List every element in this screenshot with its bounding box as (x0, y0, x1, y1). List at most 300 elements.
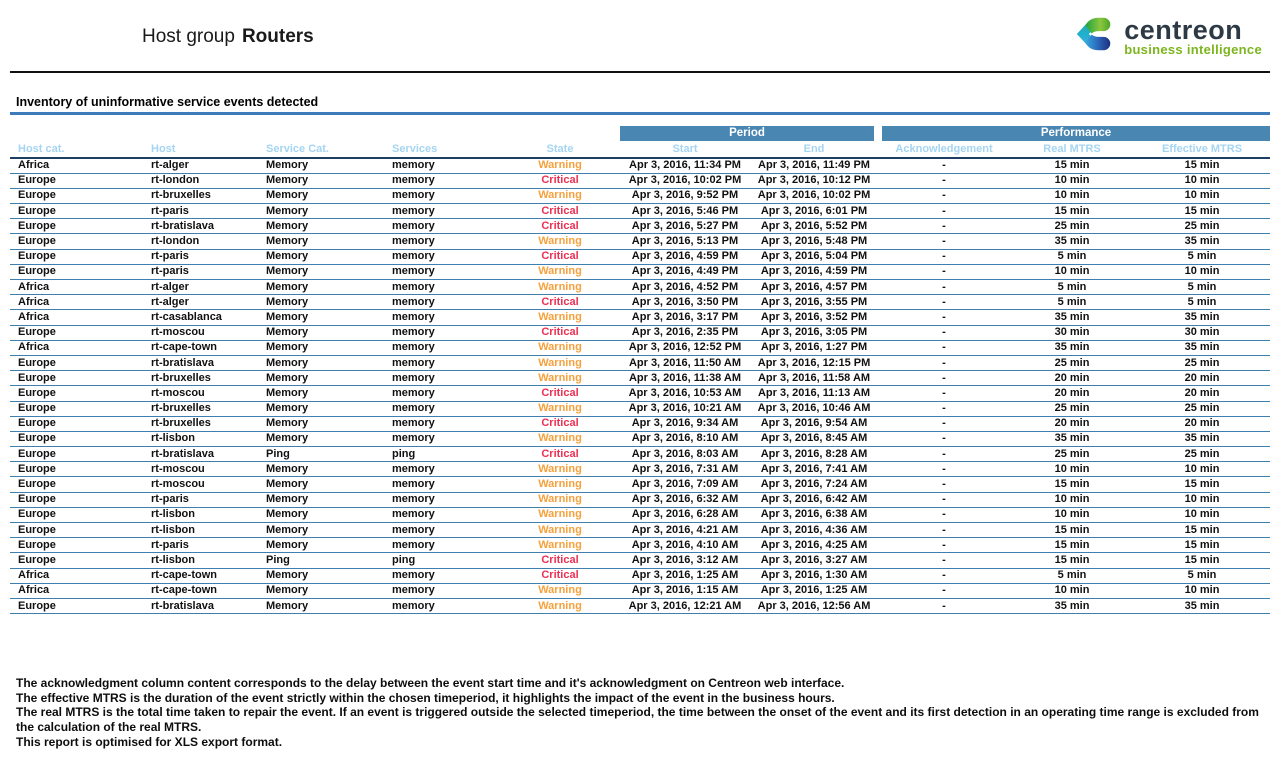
cell-acknowledgement: - (878, 340, 1010, 355)
cell-end: Apr 3, 2016, 4:36 AM (750, 523, 878, 538)
cell-state: Warning (500, 264, 620, 279)
cell-acknowledgement: - (878, 538, 1010, 553)
cell-service-cat: Memory (258, 492, 384, 507)
cell-start: Apr 3, 2016, 4:52 PM (620, 280, 750, 295)
cell-service-cat: Memory (258, 583, 384, 598)
cell-effective-mtrs: 35 min (1134, 598, 1270, 613)
cell-service: memory (384, 355, 500, 370)
cell-real-mtrs: 10 min (1010, 173, 1134, 188)
cell-end: Apr 3, 2016, 10:02 PM (750, 188, 878, 203)
note-acknowledgment: The acknowledgment column content corresponds to the delay between the event start time and it's acknowledgment on Centreon web interface. (16, 676, 845, 690)
group-header-performance: Performance (878, 126, 1270, 141)
cell-state: Warning (500, 431, 620, 446)
cell-real-mtrs: 35 min (1010, 310, 1134, 325)
section-title-underline (10, 112, 1270, 115)
cell-host-cat: Africa (10, 340, 143, 355)
centreon-brand-name: centreon (1124, 14, 1243, 45)
cell-host-cat: Europe (10, 173, 143, 188)
cell-state: Critical (500, 173, 620, 188)
cell-service: memory (384, 173, 500, 188)
cell-service-cat: Memory (258, 538, 384, 553)
group-header-period: Period (620, 126, 878, 141)
cell-effective-mtrs: 20 min (1134, 371, 1270, 386)
cell-service-cat: Memory (258, 416, 384, 431)
cell-real-mtrs: 20 min (1010, 416, 1134, 431)
cell-real-mtrs: 15 min (1010, 477, 1134, 492)
cell-effective-mtrs: 25 min (1134, 401, 1270, 416)
cell-service: memory (384, 523, 500, 538)
cell-acknowledgement: - (878, 568, 1010, 583)
cell-real-mtrs: 10 min (1010, 264, 1134, 279)
cell-host: rt-lisbon (143, 507, 258, 522)
cell-service: memory (384, 325, 500, 340)
cell-state: Warning (500, 492, 620, 507)
cell-state: Warning (500, 280, 620, 295)
cell-host-cat: Europe (10, 507, 143, 522)
cell-service-cat: Ping (258, 447, 384, 462)
table-row (10, 355, 1270, 370)
cell-end: Apr 3, 2016, 8:45 AM (750, 431, 878, 446)
col-header-service-cat: Service Cat. (258, 141, 384, 158)
cell-host: rt-bratislava (143, 355, 258, 370)
col-header-acknowledgement: Acknowledgement (878, 141, 1010, 158)
cell-service: memory (384, 416, 500, 431)
cell-host: rt-moscou (143, 462, 258, 477)
cell-real-mtrs: 25 min (1010, 447, 1134, 462)
cell-end: Apr 3, 2016, 9:54 AM (750, 416, 878, 431)
cell-host: rt-london (143, 234, 258, 249)
table-row (10, 386, 1270, 401)
cell-host: rt-bruxelles (143, 401, 258, 416)
cell-host: rt-cape-town (143, 568, 258, 583)
cell-real-mtrs: 30 min (1010, 325, 1134, 340)
cell-host: rt-paris (143, 264, 258, 279)
cell-end: Apr 3, 2016, 4:59 PM (750, 264, 878, 279)
col-header-host: Host (143, 141, 258, 158)
cell-state: Warning (500, 477, 620, 492)
cell-effective-mtrs: 20 min (1134, 386, 1270, 401)
cell-host-cat: Europe (10, 431, 143, 446)
cell-real-mtrs: 15 min (1010, 523, 1134, 538)
cell-effective-mtrs: 10 min (1134, 462, 1270, 477)
cell-service: memory (384, 477, 500, 492)
cell-state: Warning (500, 158, 620, 173)
cell-state: Critical (500, 447, 620, 462)
cell-effective-mtrs: 15 min (1134, 538, 1270, 553)
cell-effective-mtrs: 25 min (1134, 355, 1270, 370)
cell-start: Apr 3, 2016, 7:09 AM (620, 477, 750, 492)
cell-effective-mtrs: 25 min (1134, 219, 1270, 234)
cell-real-mtrs: 10 min (1010, 462, 1134, 477)
cell-service-cat: Memory (258, 310, 384, 325)
cell-end: Apr 3, 2016, 3:55 PM (750, 295, 878, 310)
cell-end: Apr 3, 2016, 8:28 AM (750, 447, 878, 462)
cell-host: rt-london (143, 173, 258, 188)
table-row (10, 553, 1270, 568)
cell-end: Apr 3, 2016, 10:12 PM (750, 173, 878, 188)
cell-host: rt-paris (143, 204, 258, 219)
cell-service: memory (384, 188, 500, 203)
cell-state: Warning (500, 234, 620, 249)
cell-service-cat: Memory (258, 158, 384, 173)
cell-start: Apr 3, 2016, 3:12 AM (620, 553, 750, 568)
cell-effective-mtrs: 15 min (1134, 477, 1270, 492)
cell-state: Warning (500, 188, 620, 203)
cell-effective-mtrs: 10 min (1134, 507, 1270, 522)
cell-start: Apr 3, 2016, 5:13 PM (620, 234, 750, 249)
cell-acknowledgement: - (878, 447, 1010, 462)
cell-acknowledgement: - (878, 219, 1010, 234)
cell-start: Apr 3, 2016, 10:21 AM (620, 401, 750, 416)
cell-acknowledgement: - (878, 310, 1010, 325)
cell-state: Warning (500, 310, 620, 325)
note-xls-export: This report is optimised for XLS export format. (16, 734, 283, 749)
cell-start: Apr 3, 2016, 4:49 PM (620, 264, 750, 279)
cell-service: memory (384, 492, 500, 507)
cell-state: Critical (500, 568, 620, 583)
cell-service: memory (384, 219, 500, 234)
cell-effective-mtrs: 10 min (1134, 188, 1270, 203)
cell-state: Critical (500, 416, 620, 431)
cell-host-cat: Europe (10, 355, 143, 370)
cell-effective-mtrs: 10 min (1134, 264, 1270, 279)
cell-start: Apr 3, 2016, 9:34 AM (620, 416, 750, 431)
cell-effective-mtrs: 20 min (1134, 416, 1270, 431)
cell-service: memory (384, 264, 500, 279)
cell-acknowledgement: - (878, 249, 1010, 264)
cell-state: Critical (500, 325, 620, 340)
cell-host-cat: Europe (10, 325, 143, 340)
cell-real-mtrs: 35 min (1010, 598, 1134, 613)
cell-state: Warning (500, 401, 620, 416)
cell-host-cat: Africa (10, 310, 143, 325)
cell-start: Apr 3, 2016, 11:38 AM (620, 371, 750, 386)
cell-service-cat: Memory (258, 219, 384, 234)
note-real-mtrs: The real MTRS is the total time taken to repair the event. If an event is triggered outside the selected timeperiod, the time between the onset of the event and its first detection in an operating time range is excluded from the calculation of the real MTRS. (16, 705, 1259, 735)
cell-real-mtrs: 35 min (1010, 340, 1134, 355)
cell-end: Apr 3, 2016, 4:25 AM (750, 538, 878, 553)
cell-effective-mtrs: 35 min (1134, 340, 1270, 355)
cell-end: Apr 3, 2016, 1:27 PM (750, 340, 878, 355)
cell-acknowledgement: - (878, 234, 1010, 249)
cell-real-mtrs: 10 min (1010, 583, 1134, 598)
cell-state: Critical (500, 295, 620, 310)
cell-real-mtrs: 20 min (1010, 371, 1134, 386)
cell-acknowledgement: - (878, 264, 1010, 279)
cell-host-cat: Europe (10, 523, 143, 538)
cell-real-mtrs: 25 min (1010, 355, 1134, 370)
cell-start: Apr 3, 2016, 6:32 AM (620, 492, 750, 507)
table-row (10, 234, 1270, 249)
cell-service: memory (384, 568, 500, 583)
cell-end: Apr 3, 2016, 1:30 AM (750, 568, 878, 583)
cell-host: rt-bruxelles (143, 416, 258, 431)
page-title-hostgroup: Routers (241, 26, 314, 47)
col-header-host-cat: Host cat. (10, 141, 143, 158)
cell-service-cat: Memory (258, 249, 384, 264)
centreon-logo-text (1124, 14, 1262, 57)
cell-acknowledgement: - (878, 371, 1010, 386)
cell-start: Apr 3, 2016, 9:52 PM (620, 188, 750, 203)
table-row (10, 173, 1270, 188)
cell-service-cat: Memory (258, 188, 384, 203)
cell-state: Warning (500, 583, 620, 598)
cell-acknowledgement: - (878, 401, 1010, 416)
cell-state: Critical (500, 204, 620, 219)
cell-start: Apr 3, 2016, 1:25 AM (620, 568, 750, 583)
cell-end: Apr 3, 2016, 11:49 PM (750, 158, 878, 173)
cell-service-cat: Memory (258, 325, 384, 340)
table-row (10, 507, 1270, 522)
table-row (10, 158, 1270, 173)
cell-start: Apr 3, 2016, 6:28 AM (620, 507, 750, 522)
table-row (10, 492, 1270, 507)
cell-end: Apr 3, 2016, 5:52 PM (750, 219, 878, 234)
cell-host-cat: Europe (10, 219, 143, 234)
cell-end: Apr 3, 2016, 11:13 AM (750, 386, 878, 401)
table-row (10, 249, 1270, 264)
cell-effective-mtrs: 30 min (1134, 325, 1270, 340)
cell-state: Critical (500, 386, 620, 401)
cell-real-mtrs: 35 min (1010, 431, 1134, 446)
cell-host: rt-paris (143, 538, 258, 553)
cell-host-cat: Europe (10, 249, 143, 264)
cell-host: rt-moscou (143, 325, 258, 340)
table-row (10, 416, 1270, 431)
cell-real-mtrs: 5 min (1010, 280, 1134, 295)
table-row (10, 295, 1270, 310)
cell-real-mtrs: 10 min (1010, 188, 1134, 203)
cell-host-cat: Europe (10, 188, 143, 203)
cell-host-cat: Europe (10, 553, 143, 568)
table-row (10, 310, 1270, 325)
cell-start: Apr 3, 2016, 7:31 AM (620, 462, 750, 477)
table-row (10, 219, 1270, 234)
cell-host: rt-paris (143, 249, 258, 264)
cell-host-cat: Europe (10, 234, 143, 249)
cell-end: Apr 3, 2016, 6:42 AM (750, 492, 878, 507)
cell-host-cat: Africa (10, 583, 143, 598)
cell-effective-mtrs: 10 min (1134, 492, 1270, 507)
cell-start: Apr 3, 2016, 1:15 AM (620, 583, 750, 598)
table-row (10, 598, 1270, 613)
cell-start: Apr 3, 2016, 10:53 AM (620, 386, 750, 401)
cell-end: Apr 3, 2016, 3:27 AM (750, 553, 878, 568)
cell-service: memory (384, 598, 500, 613)
col-header-real-mtrs: Real MTRS (1010, 141, 1134, 158)
cell-end: Apr 3, 2016, 1:25 AM (750, 583, 878, 598)
cell-host: rt-bratislava (143, 598, 258, 613)
cell-service: memory (384, 295, 500, 310)
cell-service-cat: Memory (258, 431, 384, 446)
cell-start: Apr 3, 2016, 2:35 PM (620, 325, 750, 340)
cell-service: ping (384, 553, 500, 568)
cell-effective-mtrs: 35 min (1134, 310, 1270, 325)
cell-service-cat: Memory (258, 355, 384, 370)
cell-service: memory (384, 280, 500, 295)
cell-end: Apr 3, 2016, 3:52 PM (750, 310, 878, 325)
cell-service-cat: Memory (258, 280, 384, 295)
section-title: Inventory of uninformative service events detected (16, 95, 319, 109)
cell-effective-mtrs: 10 min (1134, 173, 1270, 188)
cell-effective-mtrs: 5 min (1134, 249, 1270, 264)
cell-end: Apr 3, 2016, 11:58 AM (750, 371, 878, 386)
cell-end: Apr 3, 2016, 10:46 AM (750, 401, 878, 416)
col-header-effective-mtrs: Effective MTRS (1134, 141, 1270, 158)
table-row (10, 188, 1270, 203)
table-row (10, 401, 1270, 416)
cell-state: Warning (500, 523, 620, 538)
table-row (10, 431, 1270, 446)
cell-service-cat: Memory (258, 264, 384, 279)
col-header-state: State (500, 141, 620, 158)
cell-host-cat: Europe (10, 538, 143, 553)
table-row (10, 204, 1270, 219)
cell-host-cat: Europe (10, 447, 143, 462)
cell-service: memory (384, 431, 500, 446)
cell-end: Apr 3, 2016, 3:05 PM (750, 325, 878, 340)
cell-service-cat: Memory (258, 598, 384, 613)
cell-start: Apr 3, 2016, 5:46 PM (620, 204, 750, 219)
note-effective-mtrs: The effective MTRS is the duration of the event strictly within the chosen timeperiod, it highlights the impact of the event in the business hours. (16, 690, 835, 705)
cell-service-cat: Memory (258, 386, 384, 401)
cell-effective-mtrs: 35 min (1134, 234, 1270, 249)
cell-acknowledgement: - (878, 507, 1010, 522)
cell-host: rt-cape-town (143, 340, 258, 355)
cell-real-mtrs: 15 min (1010, 158, 1134, 173)
cell-real-mtrs: 10 min (1010, 507, 1134, 522)
cell-acknowledgement: - (878, 416, 1010, 431)
cell-real-mtrs: 5 min (1010, 249, 1134, 264)
cell-service-cat: Memory (258, 462, 384, 477)
centreon-logo (1074, 14, 1262, 59)
cell-start: Apr 3, 2016, 3:50 PM (620, 295, 750, 310)
cell-effective-mtrs: 25 min (1134, 447, 1270, 462)
cell-service-cat: Memory (258, 204, 384, 219)
cell-host-cat: Africa (10, 295, 143, 310)
cell-start: Apr 3, 2016, 10:02 PM (620, 173, 750, 188)
cell-real-mtrs: 25 min (1010, 401, 1134, 416)
table-row (10, 583, 1270, 598)
cell-effective-mtrs: 15 min (1134, 523, 1270, 538)
cell-service: memory (384, 158, 500, 173)
cell-real-mtrs: 5 min (1010, 295, 1134, 310)
cell-acknowledgement: - (878, 462, 1010, 477)
cell-acknowledgement: - (878, 204, 1010, 219)
table-column-header-row (10, 141, 1270, 158)
cell-host: rt-alger (143, 158, 258, 173)
col-header-start: Start (620, 141, 750, 158)
table-row (10, 325, 1270, 340)
cell-start: Apr 3, 2016, 12:52 PM (620, 340, 750, 355)
cell-state: Warning (500, 340, 620, 355)
cell-effective-mtrs: 5 min (1134, 295, 1270, 310)
table-row (10, 371, 1270, 386)
cell-service: memory (384, 386, 500, 401)
cell-host: rt-moscou (143, 386, 258, 401)
cell-service: memory (384, 462, 500, 477)
cell-acknowledgement: - (878, 325, 1010, 340)
cell-host-cat: Africa (10, 568, 143, 583)
cell-start: Apr 3, 2016, 3:17 PM (620, 310, 750, 325)
cell-effective-mtrs: 5 min (1134, 280, 1270, 295)
cell-end: Apr 3, 2016, 12:15 PM (750, 355, 878, 370)
table-row (10, 477, 1270, 492)
cell-state: Warning (500, 598, 620, 613)
page-title-prefix: Host group (142, 26, 235, 47)
cell-service-cat: Memory (258, 507, 384, 522)
cell-real-mtrs: 10 min (1010, 492, 1134, 507)
page-title (142, 26, 314, 48)
cell-host: rt-bruxelles (143, 371, 258, 386)
cell-acknowledgement: - (878, 173, 1010, 188)
cell-host: rt-paris (143, 492, 258, 507)
group-header-spacer (10, 126, 620, 141)
table-row (10, 447, 1270, 462)
cell-service: memory (384, 538, 500, 553)
table-row (10, 568, 1270, 583)
cell-host-cat: Africa (10, 280, 143, 295)
cell-real-mtrs: 15 min (1010, 538, 1134, 553)
table-row (10, 538, 1270, 553)
cell-start: Apr 3, 2016, 4:21 AM (620, 523, 750, 538)
cell-service-cat: Memory (258, 401, 384, 416)
cell-service: memory (384, 249, 500, 264)
cell-state: Critical (500, 553, 620, 568)
cell-service: memory (384, 583, 500, 598)
cell-effective-mtrs: 15 min (1134, 158, 1270, 173)
cell-service: memory (384, 401, 500, 416)
cell-host: rt-lisbon (143, 523, 258, 538)
cell-end: Apr 3, 2016, 5:48 PM (750, 234, 878, 249)
events-table (10, 126, 1270, 614)
cell-effective-mtrs: 10 min (1134, 583, 1270, 598)
cell-state: Warning (500, 371, 620, 386)
table-row (10, 280, 1270, 295)
cell-start: Apr 3, 2016, 12:21 AM (620, 598, 750, 613)
cell-start: Apr 3, 2016, 4:59 PM (620, 249, 750, 264)
cell-host-cat: Europe (10, 462, 143, 477)
cell-start: Apr 3, 2016, 11:50 AM (620, 355, 750, 370)
cell-service-cat: Memory (258, 568, 384, 583)
header-divider (10, 71, 1270, 73)
cell-host: rt-alger (143, 295, 258, 310)
cell-host-cat: Europe (10, 416, 143, 431)
cell-host: rt-bratislava (143, 219, 258, 234)
cell-service-cat: Ping (258, 553, 384, 568)
cell-host-cat: Europe (10, 371, 143, 386)
cell-effective-mtrs: 35 min (1134, 431, 1270, 446)
cell-service-cat: Memory (258, 523, 384, 538)
cell-host-cat: Europe (10, 401, 143, 416)
centreon-tagline: business intelligence (1124, 41, 1262, 57)
cell-host: rt-lisbon (143, 553, 258, 568)
cell-state: Critical (500, 219, 620, 234)
cell-end: Apr 3, 2016, 5:04 PM (750, 249, 878, 264)
cell-host-cat: Europe (10, 386, 143, 401)
table-row (10, 264, 1270, 279)
cell-effective-mtrs: 15 min (1134, 204, 1270, 219)
cell-end: Apr 3, 2016, 7:24 AM (750, 477, 878, 492)
cell-acknowledgement: - (878, 598, 1010, 613)
cell-service: memory (384, 507, 500, 522)
cell-effective-mtrs: 5 min (1134, 568, 1270, 583)
cell-acknowledgement: - (878, 431, 1010, 446)
cell-service-cat: Memory (258, 234, 384, 249)
cell-state: Warning (500, 462, 620, 477)
cell-acknowledgement: - (878, 477, 1010, 492)
cell-acknowledgement: - (878, 523, 1010, 538)
